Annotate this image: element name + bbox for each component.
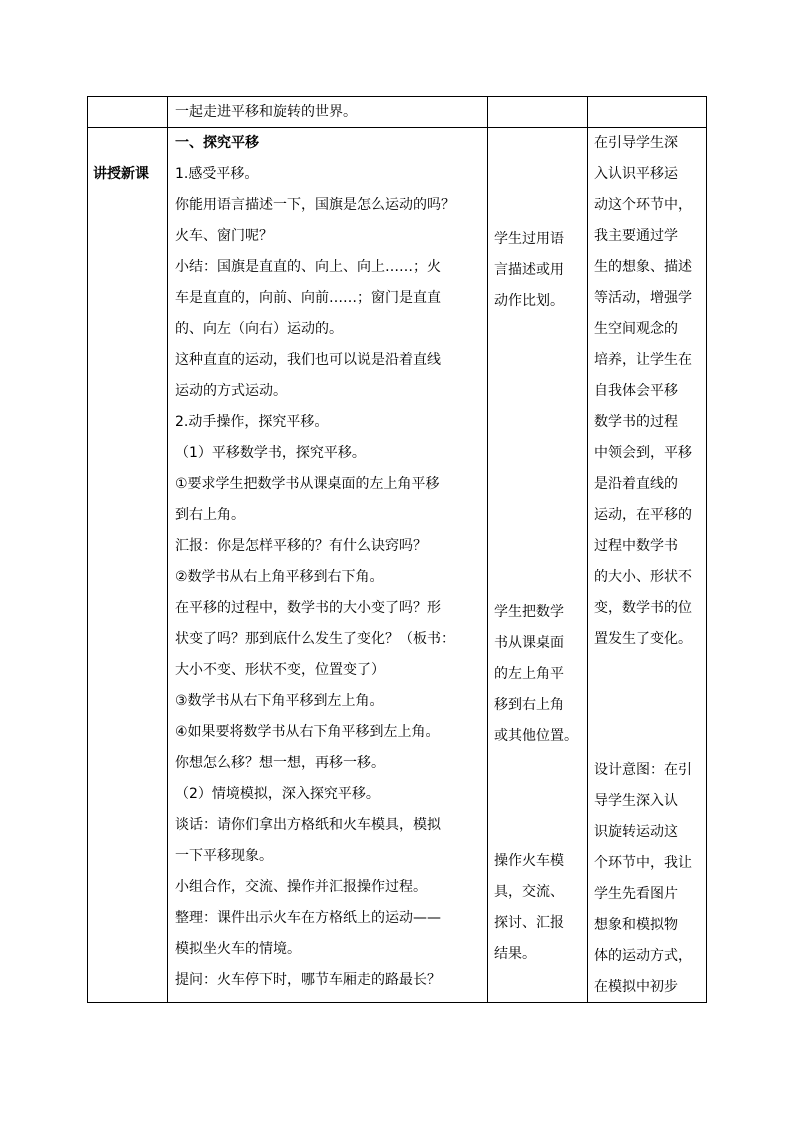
student-line: 操作火车模 <box>494 853 564 869</box>
content-line: 小组合作，交流、操作并汇报操作过程。 <box>175 879 427 895</box>
table-border-right <box>706 96 707 1003</box>
content-line: 一下平移现象。 <box>175 848 273 864</box>
content-line: ①要求学生把数学书从课桌面的左上角平移 <box>175 476 440 492</box>
student-line: 学生把数学 <box>494 604 564 620</box>
intent-line: 学生先看图片 <box>594 886 678 902</box>
intent-line: 数学书的过程 <box>594 414 678 430</box>
student-line: 学生过用语 <box>494 231 564 247</box>
intent-line: 动这个环节中， <box>594 197 692 213</box>
intent-line: 想象和模拟物 <box>594 917 678 933</box>
intent-line: 培养，让学生在 <box>594 352 692 368</box>
intent-line: 识旋转运动这 <box>594 824 678 840</box>
student-line: 的左上角平 <box>494 666 564 682</box>
content-line: 火车、窗门呢？ <box>175 228 273 244</box>
content-line: 整理：课件出示火车在方格纸上的运动—— <box>175 910 441 926</box>
row1-content: 一起走进平移和旋转的世界。 <box>175 104 357 120</box>
content-line: （2）情境模拟，深入探究平移。 <box>175 786 380 802</box>
table-border-left <box>87 96 88 1003</box>
content-line: 的、向左（向右）运动的。 <box>175 321 343 337</box>
student-line: 探讨、汇报 <box>494 915 564 931</box>
content-line: ②数学书从右上角平移到右下角。 <box>175 569 384 585</box>
content-line: 到右上角。 <box>175 507 245 523</box>
content-line: （1）平移数学书，探究平移。 <box>175 445 366 461</box>
intent-line: 导学生深入认 <box>594 793 678 809</box>
content-line: 在平移的过程中，数学书的大小变了吗？形 <box>175 600 441 616</box>
content-line: 模拟坐火车的情境。 <box>175 941 301 957</box>
content-line: ③数学书从右下角平移到左上角。 <box>175 693 384 709</box>
intent-line: 是沿着直线的 <box>594 476 678 492</box>
content-line: ④如果要将数学书从右下角平移到左上角。 <box>175 724 440 740</box>
intent-line: 的大小、形状不 <box>594 569 692 585</box>
intent-line: 我主要通过学 <box>594 228 678 244</box>
content-line: 谈话：请你们拿出方格纸和火车模具，模拟 <box>175 817 441 833</box>
content-line: 大小不变、形状不变，位置变了） <box>175 662 385 678</box>
student-line: 动作比划。 <box>494 293 564 309</box>
content-line: 提问：火车停下时，哪节车厢走的路最长？ <box>175 972 441 988</box>
content-line: 汇报：你是怎样平移的？有什么诀窍吗？ <box>175 538 427 554</box>
section-label: 讲授新课 <box>93 166 149 182</box>
student-line: 结果。 <box>494 946 536 962</box>
content-line: 你想怎么移？想一想，再移一移。 <box>175 755 385 771</box>
column-divider <box>487 96 488 1003</box>
intent-line: 等活动，增强学 <box>594 290 692 306</box>
intent-line: 入认识平移运 <box>594 166 678 182</box>
intent-line: 个环节中，我让 <box>594 855 692 871</box>
content-line: 小结：国旗是直直的、向上、向上……；火 <box>175 259 441 275</box>
content-line: 运动的方式运动。 <box>175 383 287 399</box>
intent-line: 生空间观念的 <box>594 321 678 337</box>
intent-line: 中领会到，平移 <box>594 445 692 461</box>
column-divider <box>587 96 588 1003</box>
student-line: 或其他位置。 <box>494 728 578 744</box>
content-line: 状变了吗？那到底什么发生了变化？（板书： <box>175 631 455 647</box>
intent-line: 体的运动方式， <box>594 948 692 964</box>
intent-line: 变，数学书的位 <box>594 600 692 616</box>
intent-line: 在引导学生深 <box>594 135 678 151</box>
intent-line: 在模拟中初步 <box>594 979 678 995</box>
intent-line: 设计意图：在引 <box>594 762 692 778</box>
content-line: 你能用语言描述一下，国旗是怎么运动的吗？ <box>175 197 455 213</box>
content-line: 车是直直的，向前、向前……；窗门是直直 <box>175 290 441 306</box>
student-line: 移到右上角 <box>494 697 564 713</box>
section-heading: 一、探究平移 <box>175 135 259 151</box>
student-line: 具，交流、 <box>494 884 564 900</box>
intent-line: 自我体会平移 <box>594 383 678 399</box>
intent-line: 运动，在平移的 <box>594 507 692 523</box>
content-line: 2.动手操作，探究平移。 <box>175 414 329 430</box>
content-line: 这种直直的运动，我们也可以说是沿着直线 <box>175 352 441 368</box>
intent-line: 置发生了变化。 <box>594 631 692 647</box>
intent-line: 过程中数学书 <box>594 538 678 554</box>
student-line: 书从课桌面 <box>494 635 564 651</box>
content-line: 1.感受平移。 <box>175 166 259 182</box>
column-divider <box>167 96 168 1003</box>
intent-line: 生的想象、描述 <box>594 259 692 275</box>
student-line: 言描述或用 <box>494 262 564 278</box>
